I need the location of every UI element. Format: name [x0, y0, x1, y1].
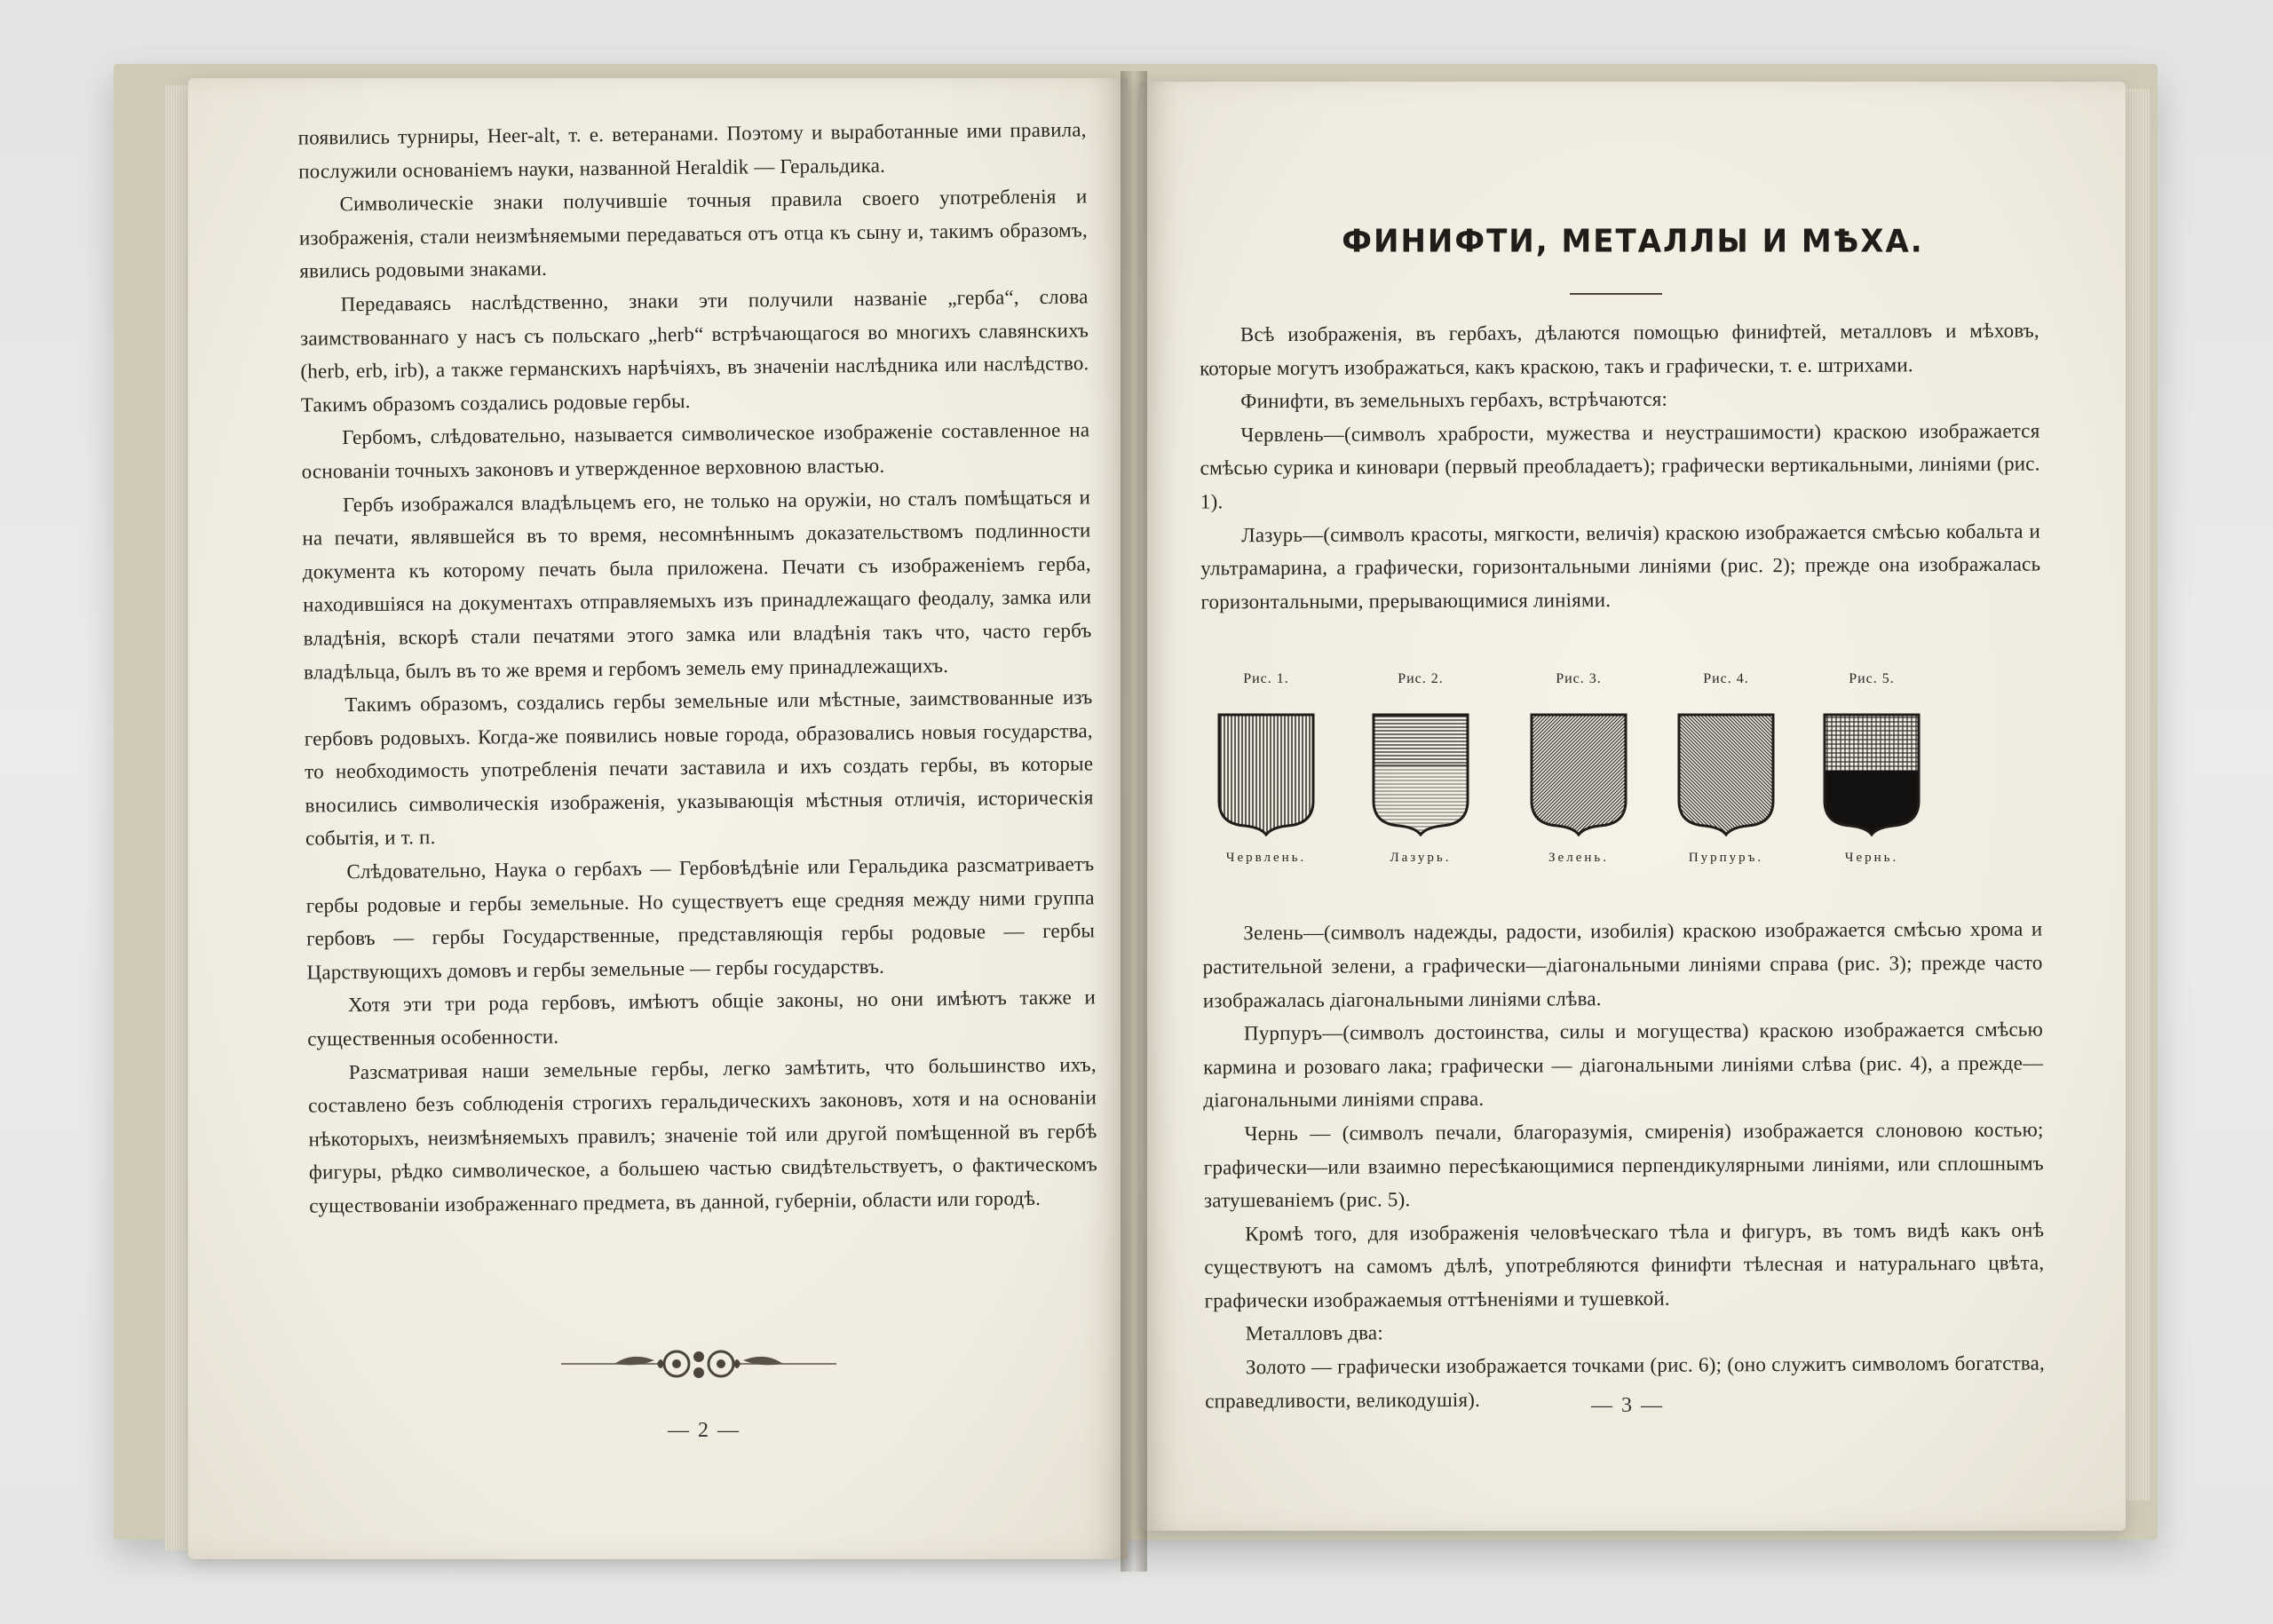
chapter-title: ФИНИФТИ, МЕТАЛЛЫ И МѢХА. — [1342, 223, 1924, 260]
paragraph: Символическіе знаки получившіе точныя правила своего употребленія и изображенія, стали неизмѣняемыми передаваться отъ отца къ сыну и, такимъ образомъ, явились родовыми знаками. — [298, 185, 1088, 283]
figure-5 — [1818, 671, 1925, 964]
left-page — [188, 78, 1128, 1559]
figure-name: Чернь. — [1844, 851, 1899, 865]
paragraph: Зелень—(символъ надежды, радости, изобилія) краскою изображается смѣсью хрома и растительной зелени, а графически—діагональными линіями справа (рис. 3); прежде часто изображалась діагональными линіями слѣва. — [1202, 917, 2043, 1012]
figure-4 — [1673, 671, 1779, 964]
paragraph: Металловъ два: — [1245, 1321, 1383, 1345]
paragraph: Разсматривая наши земельные гербы, легко замѣтить, что большинство ихъ, составлено безъ соблюденія строгихъ геральдическихъ законовъ, хотя и на основаніи нѣкоторыхъ, неизмѣняемыхъ правилъ; значеніе той или другой помѣщенной въ гербѣ фигуры, рѣдко символическое, а большею частью свидѣтельствуетъ, о фактическомъ существованіи изображеннаго предмета, въ данной, губерніи, области или городѣ. — [308, 1052, 1098, 1217]
figure-name: Лазурь. — [1390, 851, 1452, 865]
figure-name: Червлень. — [1225, 851, 1307, 865]
paragraph: Чернь — (символъ печали, благоразумія, смиренія) изображается слоновою костью; графически—или взаимно пересѣкающимися перпендикулярными линіями, или сплошнымъ затушеваніемъ (рис. 5). — [1203, 1118, 2044, 1212]
ornament-divider — [561, 1337, 836, 1390]
figure-caption: Рис. 4. — [1703, 671, 1749, 686]
paragraph: Золото — графически изображается точками (рис. 6); (оно служитъ символомъ богатства, справедливости, великодушія). — [1205, 1351, 2046, 1413]
paragraph: Такимъ образомъ, создались гербы земельные или мѣстные, заимствованные изъ гербовъ родовыхъ. Когда-же появились новые города, образовались новыя государства, то необходимость употребленія печати заставила и ихъ создать гербы, въ которые вносились символическія изображенія, указывающія мѣстныя отличія, историческія событія, и т. п. — [304, 685, 1094, 851]
figure-name: Зелень. — [1548, 851, 1609, 865]
paragraph: Финифти, въ земельныхъ гербахъ, встрѣчаются: — [1240, 387, 1668, 413]
paragraph: Гербомъ, слѣдовательно, называется символическое изображеніе составленное на основаніи точныхъ законовъ и утвержденное верховною властью. — [301, 418, 1090, 483]
right-page — [1140, 82, 2126, 1531]
paragraph: Лазурь—(символъ красоты, мягкости, величія) краскою изображается смѣсью кобальта и ультрамарина, а графически, горизонтальными линіями (рис. 2); прежде она изображалась горизонтальными, прерывающимися линіями. — [1200, 519, 2041, 614]
paragraph: Червлень—(символъ храбрости, мужества и неустрашимости) краскою изображается смѣсью сурика и киновари (первый преобладаетъ); графически вертикальными, линіями (рис. 1). — [1200, 419, 2040, 513]
figure-3 — [1525, 671, 1632, 964]
paragraph: Всѣ изображенія, въ гербахъ, дѣлаются помощью финифтей, металловъ и мѣховъ, которые могутъ изображаться, какъ краскою, такъ и графически, т. е. штрихами. — [1199, 319, 2039, 380]
figure-caption: Рис. 3. — [1556, 671, 1602, 686]
shield-vertical-hatch — [1216, 712, 1316, 836]
shield-cross-and-solid — [1822, 712, 1921, 836]
page-number: — 2 — — [668, 1419, 741, 1442]
paragraph: Хотя эти три рода гербовъ, имѣютъ общіе законы, но они имѣютъ также и существенныя особенности. — [307, 986, 1097, 1050]
paragraph: Гербъ изображался владѣльцемъ его, не только на оружіи, но сталъ помѣщаться и на печати, являвшейся въ то время, несомнѣннымъ доказательствомъ подлинности документа къ которому печать была приложена. Печати съ изображеніемъ герба, находившіяся на документахъ отправляемыхъ изъ принадлежащаго феодалу, замка или владѣнія, вскорѣ стали печатями этого замка или владѣнія такъ что, часто гербъ владѣльца, былъ въ то же время и гербомъ земель ему принадлежащихъ. — [302, 485, 1092, 684]
figure-caption: Рис. 1. — [1243, 671, 1289, 686]
figure-1 — [1213, 671, 1319, 964]
book-gutter — [1121, 71, 1147, 1572]
heraldic-figures — [1202, 671, 2055, 964]
figure-caption: Рис. 2. — [1398, 671, 1444, 686]
paragraph: появились турниры, Heer-alt, т. е. ветеранами. Поэтому и выработанные ими правила, послужили основаніемъ науки, названной Heraldik — Геральдика. — [297, 118, 1087, 183]
figure-2 — [1367, 671, 1474, 964]
figure-name: Пурпуръ. — [1688, 851, 1764, 865]
title-rule — [1570, 293, 1662, 295]
left-page-text — [298, 113, 1098, 1223]
paragraph: Кромѣ того, для изображенія человѣческаго тѣла и фигуръ, въ томъ видѣ какъ онѣ существуютъ на самомъ дѣлѣ, употребляются финифти тѣлесная и натуральнаго цвѣта, графически изображаемыя оттѣненіями и тушевкой. — [1204, 1218, 2045, 1312]
figure-caption: Рис. 5. — [1849, 671, 1895, 686]
paragraph: Слѣдовательно, Наука о гербахъ — Гербовѣдѣніе или Геральдика разсматриваетъ гербы родовые и гербы земельные. Но существуетъ еще средняя между ними группа гербовъ — гербы Государственные, представляющія гербы родовые — гербы Царствующихъ домовъ и гербы земельные — гербы государствъ. — [305, 852, 1096, 984]
shield-diagonal-right-hatch — [1529, 712, 1628, 836]
paragraph: Передаваясь наслѣдственно, знаки эти получили названіе „герба“, слова заимствованнаго у насъ съ польскаго „herb“ встрѣчающагося во многихъ славянскихъ (herb, erb, irb), а также германскихъ нарѣчіяхъ, въ значеніи наслѣдника или наслѣдство. Такимъ образомъ создались родовые гербы. — [299, 285, 1089, 416]
page-number: — 3 — — [1591, 1394, 1664, 1417]
shield-diagonal-left-hatch — [1676, 712, 1776, 836]
paragraph: Пурпуръ—(символъ достоинства, силы и могущества) краскою изображается смѣсью кармина и розоваго лака; графически — діагональными линіями слѣва (рис. 4), а прежде—діагональными линіями справа. — [1203, 1018, 2044, 1112]
shield-horizontal-hatch — [1371, 712, 1470, 836]
right-page-edges — [2124, 89, 2150, 1501]
left-page-edges — [165, 85, 190, 1550]
